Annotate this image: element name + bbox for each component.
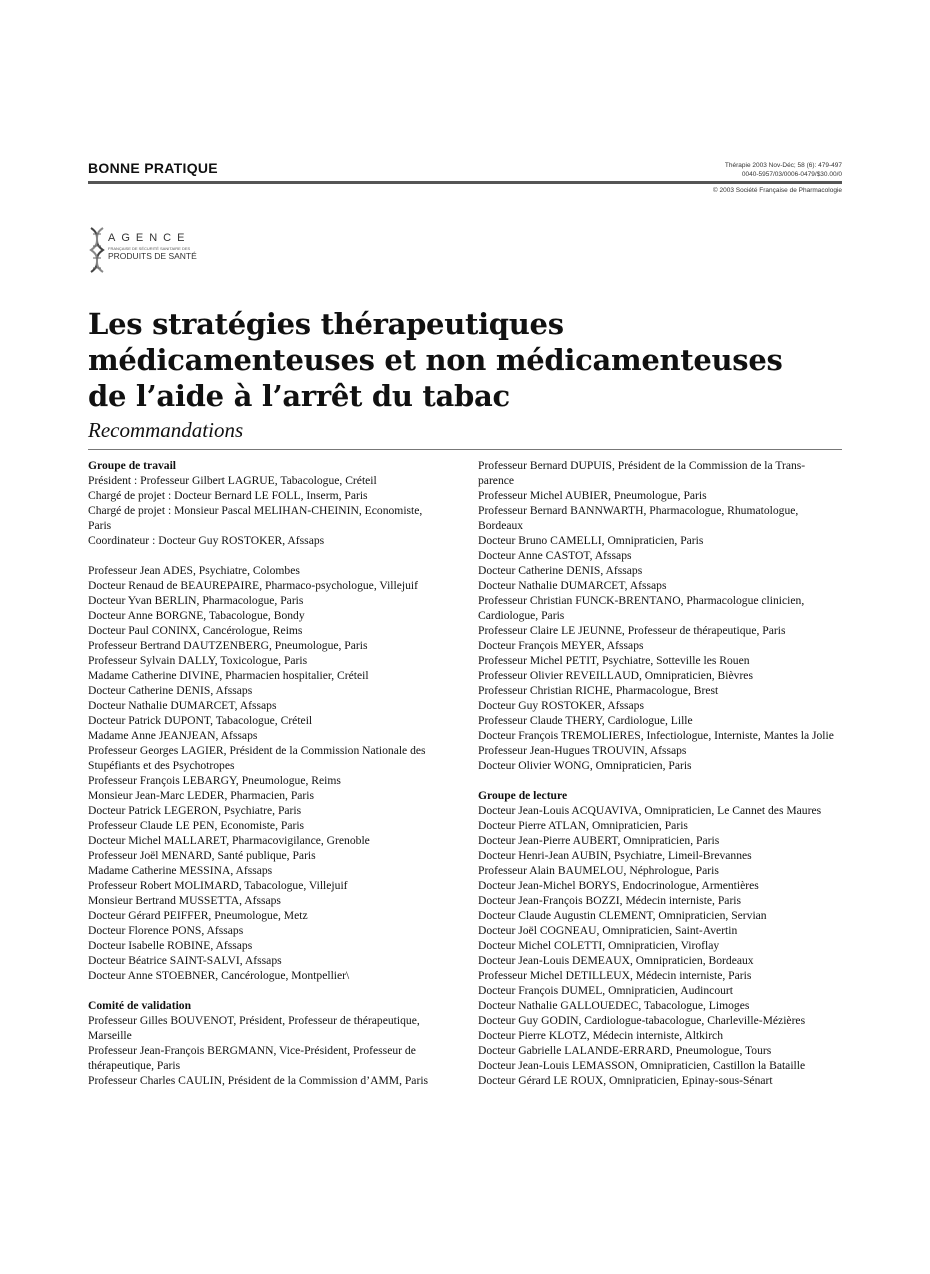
list-line: Professeur Jean-Hugues TROUVIN, Afssaps [478,744,687,757]
list-line: Docteur Michel COLETTI, Omnipraticien, Viroflay [478,939,720,952]
list-line: Professeur Claude LE PEN, Economiste, Paris [88,819,305,832]
spacer [88,548,454,563]
list-line: Professeur Michel PETIT, Psychiatre, Sotteville les Rouen [478,654,750,667]
logo-produits: PRODUITS DE SANTÉ [108,251,197,261]
list-line: Docteur Joël COGNEAU, Omnipraticien, Saint-Avertin [478,924,738,937]
list-line: Paris [88,519,112,532]
logo-agence: AGENCE [108,232,191,244]
afssaps-logo [88,226,198,274]
list-line: Docteur Paul CONINX, Cancérologue, Reims [88,624,303,637]
list-line: Professeur Georges LAGIER, Président de la Commission Nationale des [88,744,426,757]
header-rule [88,181,842,184]
title-line: de l’aide à l’arrêt du tabac [88,379,510,413]
list-line: Stupéfiants et des Psychotropes [88,759,235,772]
list-line: Monsieur Bertrand MUSSETTA, Afssaps [88,894,281,907]
list-line: thérapeutique, Paris [88,1059,181,1072]
list-line: Docteur Jean-Louis ACQUAVIVA, Omnipraticien, Le Cannet des Maures [478,804,822,817]
list-line: Professeur Michel AUBIER, Pneumologue, Paris [478,489,707,502]
title-line: Les stratégies thérapeutiques [88,307,564,341]
list-line: Professeur Christian FUNCK-BRENTANO, Pharmacologue clinicien, [478,594,805,607]
comite-validation-continued [478,458,844,773]
list-line: Docteur Nathalie GALLOUEDEC, Tabacologue, Limoges [478,999,750,1012]
article-title [88,306,848,414]
list-line: Docteur Anne STOEBNER, Cancérologue, Montpellier\ [88,969,350,982]
list-line: Docteur Catherine DENIS, Afssaps [88,684,253,697]
list-line: Professeur Sylvain DALLY, Toxicologue, Paris [88,654,308,667]
list-line: Madame Catherine MESSINA, Afssaps [88,864,273,877]
section-heading-groupe-travail: Groupe de travail [88,459,177,472]
logo-subtitle: FRANÇAISE DE SÉCURITÉ SANITAIRE DES [108,246,191,251]
list-line: Docteur François MEYER, Afssaps [478,639,644,652]
list-line: Docteur Florence PONS, Afssaps [88,924,244,937]
right-column [478,458,844,1088]
list-line: Professeur François LEBARGY, Pneumologue, Reims [88,774,341,787]
list-line: Chargé de projet : Docteur Bernard LE FOLL, Inserm, Paris [88,489,368,502]
list-line: Professeur Alain BAUMELOU, Néphrologue, Paris [478,864,719,877]
list-line: Docteur Jean-Pierre AUBERT, Omnipraticien, Paris [478,834,720,847]
list-line: Docteur Pierre ATLAN, Omnipraticien, Paris [478,819,688,832]
dna-helix-icon [88,226,106,274]
list-line: Docteur Olivier WONG, Omnipraticien, Paris [478,759,692,772]
list-line: Professeur Charles CAULIN, Président de la Commission d’AMM, Paris [88,1074,429,1087]
running-head: BONNE PRATIQUE [88,160,218,176]
groupe-lecture-list [478,803,844,1088]
list-line: Docteur Patrick DUPONT, Tabacologue, Créteil [88,714,313,727]
list-line: Docteur Jean-Louis DEMEAUX, Omnipraticien, Bordeaux [478,954,754,967]
list-line: Docteur Gérard LE ROUX, Omnipraticien, Epinay-sous-Sénart [478,1074,773,1087]
comite-validation-list [88,1013,454,1088]
list-line: Docteur Patrick LEGERON, Psychiatre, Paris [88,804,302,817]
list-line: Professeur Claude THERY, Cardiologue, Lille [478,714,693,727]
list-line: Docteur François DUMEL, Omnipraticien, Audincourt [478,984,734,997]
list-line: Docteur Renaud de BEAUREPAIRE, Pharmaco-psychologue, Villejuif [88,579,418,592]
list-line: Cardiologue, Paris [478,609,565,622]
list-line: Docteur François TREMOLIERES, Infectiologue, Interniste, Mantes la Jolie [478,729,834,742]
groupe-travail-roles [88,473,454,548]
spacer [478,773,844,788]
list-line: Professeur Jean-François BERGMANN, Vice-Président, Professeur de [88,1044,416,1057]
list-line: Bordeaux [478,519,524,532]
list-line: Docteur Pierre KLOTZ, Médecin interniste, Altkirch [478,1029,724,1042]
list-line: Président : Professeur Gilbert LAGRUE, Tabacologue, Créteil [88,474,377,487]
journal-issn: 0040-5957/03/0006-0479/$30.00/0 [741,170,842,178]
list-line: Docteur Béatrice SAINT-SALVI, Afssaps [88,954,282,967]
list-line: Docteur Claude Augustin CLEMENT, Omnipraticien, Servian [478,909,767,922]
article-subtitle: Recommandations [88,418,244,442]
list-line: Docteur Nathalie DUMARCET, Afssaps [88,699,277,712]
list-line: Professeur Robert MOLIMARD, Tabacologue, Villejuif [88,879,348,892]
list-line: Professeur Jean ADES, Psychiatre, Colombes [88,564,300,577]
list-line: Docteur Yvan BERLIN, Pharmacologue, Paris [88,594,304,607]
title-rule [88,449,842,450]
list-line: Marseille [88,1029,132,1042]
list-line: Coordinateur : Docteur Guy ROSTOKER, Afssaps [88,534,325,547]
list-line: Professeur Claire LE JEUNNE, Professeur de thérapeutique, Paris [478,624,786,637]
list-line: Professeur Olivier REVEILLAUD, Omnipraticien, Bièvres [478,669,753,682]
list-line: Docteur Gérard PEIFFER, Pneumologue, Metz [88,909,308,922]
list-line: Professeur Bertrand DAUTZENBERG, Pneumologue, Paris [88,639,368,652]
section-heading-groupe-lecture: Groupe de lecture [478,789,568,802]
left-column [88,458,454,1088]
list-line: Professeur Christian RICHE, Pharmacologue, Brest [478,684,719,697]
list-line: Professeur Gilles BOUVENOT, Président, Professeur de thérapeutique, [88,1014,420,1027]
journal-citation: Thérapie 2003 Nov-Déc; 58 (6): 479-497 [724,162,842,169]
groupe-travail-members [88,563,454,983]
list-line: Docteur Anne CASTOT, Afssaps [478,549,632,562]
section-heading-comite-validation: Comité de validation [88,999,192,1012]
list-line: Docteur Isabelle ROBINE, Afssaps [88,939,253,952]
list-line: Docteur Catherine DENIS, Afssaps [478,564,643,577]
list-line: Chargé de projet : Monsieur Pascal MELIHAN-CHEININ, Economiste, [88,504,423,517]
list-line: Madame Catherine DIVINE, Pharmacien hospitalier, Créteil [88,669,369,682]
list-line: Monsieur Jean-Marc LEDER, Pharmacien, Paris [88,789,315,802]
list-line: Docteur Guy GODIN, Cardiologue-tabacologue, Charleville-Mézières [478,1014,806,1027]
list-line: Professeur Bernard DUPUIS, Président de la Commission de la Trans- [478,459,806,472]
list-line: Madame Anne JEANJEAN, Afssaps [88,729,258,742]
list-line: Docteur Jean-Louis LEMASSON, Omnipraticien, Castillon la Bataille [478,1059,806,1072]
list-line: Docteur Gabrielle LALANDE-ERRARD, Pneumologue, Tours [478,1044,772,1057]
list-line: Docteur Jean-Michel BORYS, Endocrinologue, Armentières [478,879,759,892]
list-line: Docteur Jean-François BOZZI, Médecin interniste, Paris [478,894,742,907]
list-line: Docteur Guy ROSTOKER, Afssaps [478,699,644,712]
list-line: Docteur Bruno CAMELLI, Omnipraticien, Paris [478,534,704,547]
list-line: Docteur Henri-Jean AUBIN, Psychiatre, Limeil-Brevannes [478,849,752,862]
journal-reference [725,162,842,179]
list-line: Professeur Joël MENARD, Santé publique, Paris [88,849,316,862]
list-line: Docteur Nathalie DUMARCET, Afssaps [478,579,667,592]
copyright-notice: © 2003 Société Française de Pharmacologie [712,187,842,194]
list-line: Docteur Michel MALLARET, Pharmacovigilance, Grenoble [88,834,370,847]
list-line: parence [478,474,515,487]
list-line: Professeur Michel DETILLEUX, Médecin interniste, Paris [478,969,752,982]
list-line: Docteur Anne BORGNE, Tabacologue, Bondy [88,609,305,622]
list-line: Professeur Bernard BANNWARTH, Pharmacologue, Rhumatologue, [478,504,799,517]
spacer [88,983,454,998]
title-line: médicamenteuses et non médicamenteuses [88,343,783,377]
